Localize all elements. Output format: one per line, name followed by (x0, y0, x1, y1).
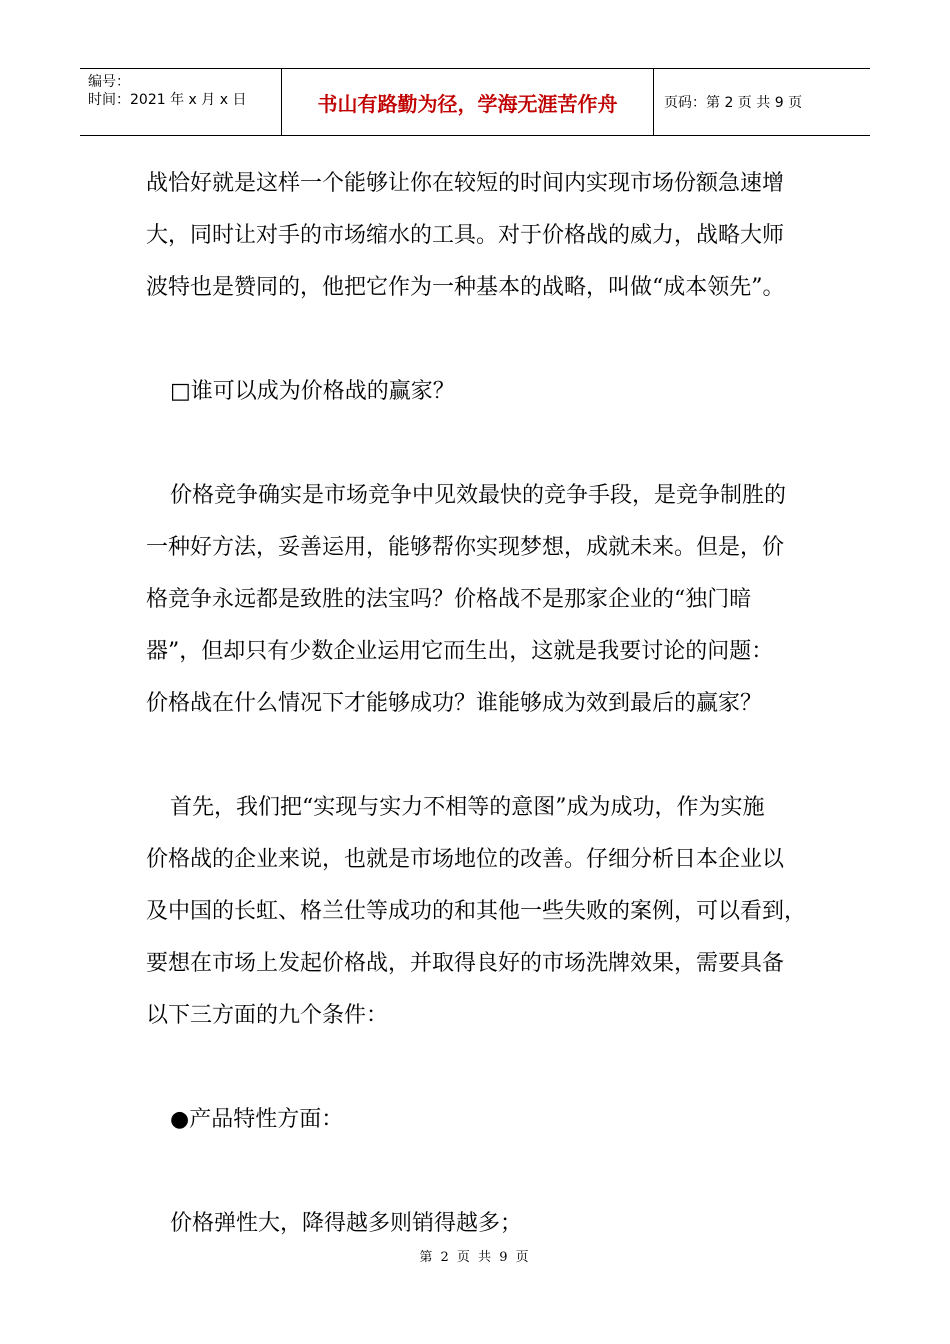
paragraph-line: 价格弹性大，降得越多则销得越多； (170, 1211, 523, 1236)
paragraph-line: 波特也是赞同的，他把它作为一种基本的战略，叫做“成本领先”。 (146, 275, 785, 300)
time-label: 时间：2021 年 x 月 x 日 (88, 92, 247, 108)
page-header (80, 68, 870, 136)
paragraph-line: 格竞争永远都是致胜的法宝吗？价格战不是那家企业的“独门暗 (146, 587, 752, 612)
paragraph-line: 以下三方面的九个条件： (146, 1003, 389, 1028)
header-motto: 书山有路勤为径，学海无涯苦作舟 (282, 69, 654, 135)
paragraph-line: 大，同时让对手的市场缩水的工具。对于价格战的威力，战略大师 (146, 223, 785, 248)
bullet-heading: ●产品特性方面： (170, 1107, 344, 1132)
header-meta (80, 69, 282, 135)
paragraph-line: 器”，但却只有少数企业运用它而生出，这就是我要讨论的问题： (146, 639, 774, 664)
paragraph-line: 价格战在什么情况下才能够成功？谁能够成为效到最后的赢家？ (146, 691, 763, 716)
paragraph-line: 战恰好就是这样一个能够让你在较短的时间内实现市场份额急速增 (146, 171, 785, 196)
paragraph-line: 一种好方法，妥善运用，能够帮你实现梦想，成就未来。但是，价 (146, 535, 785, 560)
number-label: 编号： (88, 74, 130, 90)
paragraph-line: 价格竞争确实是市场竞争中见效最快的竞争手段，是竞争制胜的 (170, 483, 787, 508)
paragraph-line: 价格战的企业来说，也就是市场地位的改善。仔细分析日本企业以 (146, 847, 785, 872)
document-body (146, 158, 816, 1250)
paragraph-line: 要想在市场上发起价格战，并取得良好的市场洗牌效果，需要具备 (146, 951, 785, 976)
section-heading: □谁可以成为价格战的赢家？ (170, 379, 455, 404)
header-page-label: 页码：第 2 页 共 9 页 (664, 95, 803, 111)
page-footer: 第 2 页 共 9 页 (419, 1250, 531, 1265)
paragraph-line: 首先，我们把“实现与实力不相等的意图”成为成功，作为实施 (170, 795, 765, 820)
paragraph-line: 及中国的长虹、格兰仕等成功的和其他一些失败的案例，可以看到， (146, 899, 807, 924)
